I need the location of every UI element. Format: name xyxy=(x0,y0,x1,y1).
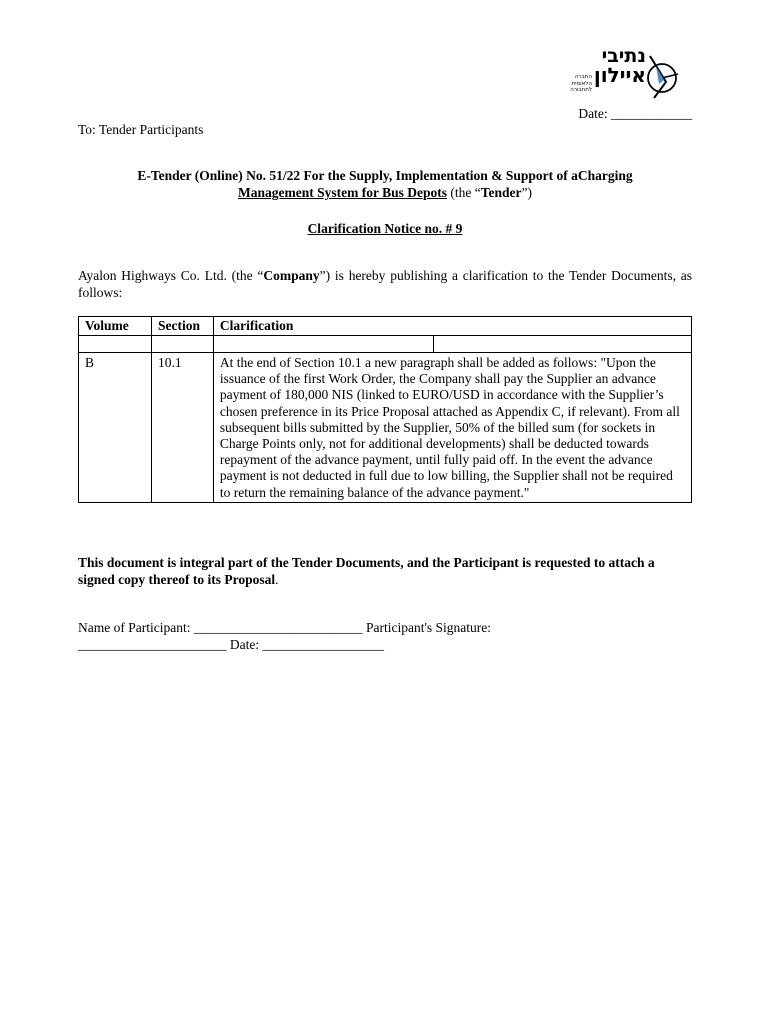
table-spacer-row xyxy=(79,336,692,353)
spacer-cell xyxy=(151,336,213,353)
compass-logo-icon xyxy=(644,52,680,102)
spacer-cell xyxy=(434,336,692,353)
clarification-table xyxy=(78,316,692,503)
logo-hebrew-line-1: נתיבי xyxy=(601,45,646,67)
document-title xyxy=(78,167,692,201)
intro-company-term: Company xyxy=(263,268,320,283)
title-tender-term: Tender xyxy=(480,185,522,200)
logo-small-text xyxy=(570,74,592,94)
header-section: Section xyxy=(151,317,213,336)
header-clarification: Clarification xyxy=(213,317,691,336)
company-logo xyxy=(568,46,680,102)
spacer-cell xyxy=(213,336,434,353)
intro-part-2: ”) is hereby publishing a clarification to the Tender Documents, as follows: xyxy=(78,268,692,300)
integral-part-statement xyxy=(78,554,692,588)
table-row xyxy=(79,353,692,503)
cell-volume: B xyxy=(79,353,152,503)
title-paren-open: (the “ xyxy=(447,185,481,200)
logo-small-line-1: החברה xyxy=(574,74,592,80)
spacer-cell xyxy=(79,336,152,353)
date-field: Date: ____________ xyxy=(578,106,692,121)
logo-small-line-3: לתחבורה xyxy=(570,87,592,93)
table-header-row xyxy=(79,317,692,336)
title-line-2 xyxy=(78,184,692,201)
logo-hebrew-line-2: איילון xyxy=(593,63,646,87)
cell-clarification: At the end of Section 10.1 a new paragraph shall be added as follows: "Upon the issuance of the first Work Order, the Company shall pay the Supplier an advance payment of 180,000 NIS (linked to EURO/USD in accordance with the Supplier’s chosen preference in its Price Proposal attached as Appendix C, if relevant). From all subsequent bills submitted by the Supplier, 50% of the billed sum (for sockets in Charge Points only, not for additional developments) shall be deducted towards repayment of the advance payment, until fully paid off. In the event the advance payment is not deducted in full due to low billing, the Supplier shall not be required to return the remaining balance of the advance payment." xyxy=(213,353,691,503)
title-paren-close: ”) xyxy=(521,185,532,200)
title-underlined-part: Management System for Bus Depots xyxy=(238,185,447,200)
signature-date-line: ______________________ Date: __________________ xyxy=(78,637,384,652)
recipient-line: To: Tender Participants xyxy=(78,122,204,137)
statement-text: This document is integral part of the Tender Documents, and the Participant is requested to attach a signed copy thereof to its Proposal xyxy=(78,555,655,587)
header-volume: Volume xyxy=(79,317,152,336)
intro-part-1: Ayalon Highways Co. Ltd. (the “ xyxy=(78,268,264,283)
intro-paragraph xyxy=(78,267,692,301)
title-line-1: E-Tender (Online) No. 51/22 For the Supply, Implementation & Support of aCharging xyxy=(137,168,633,183)
clarification-notice-title: Clarification Notice no. # 9 xyxy=(307,221,463,236)
statement-period: . xyxy=(275,572,279,587)
logo-small-line-2: הלאומית xyxy=(571,80,592,87)
participant-name-signature-line: Name of Participant: _________________________ Participant's Signature: xyxy=(78,620,491,635)
cell-section: 10.1 xyxy=(151,353,213,503)
